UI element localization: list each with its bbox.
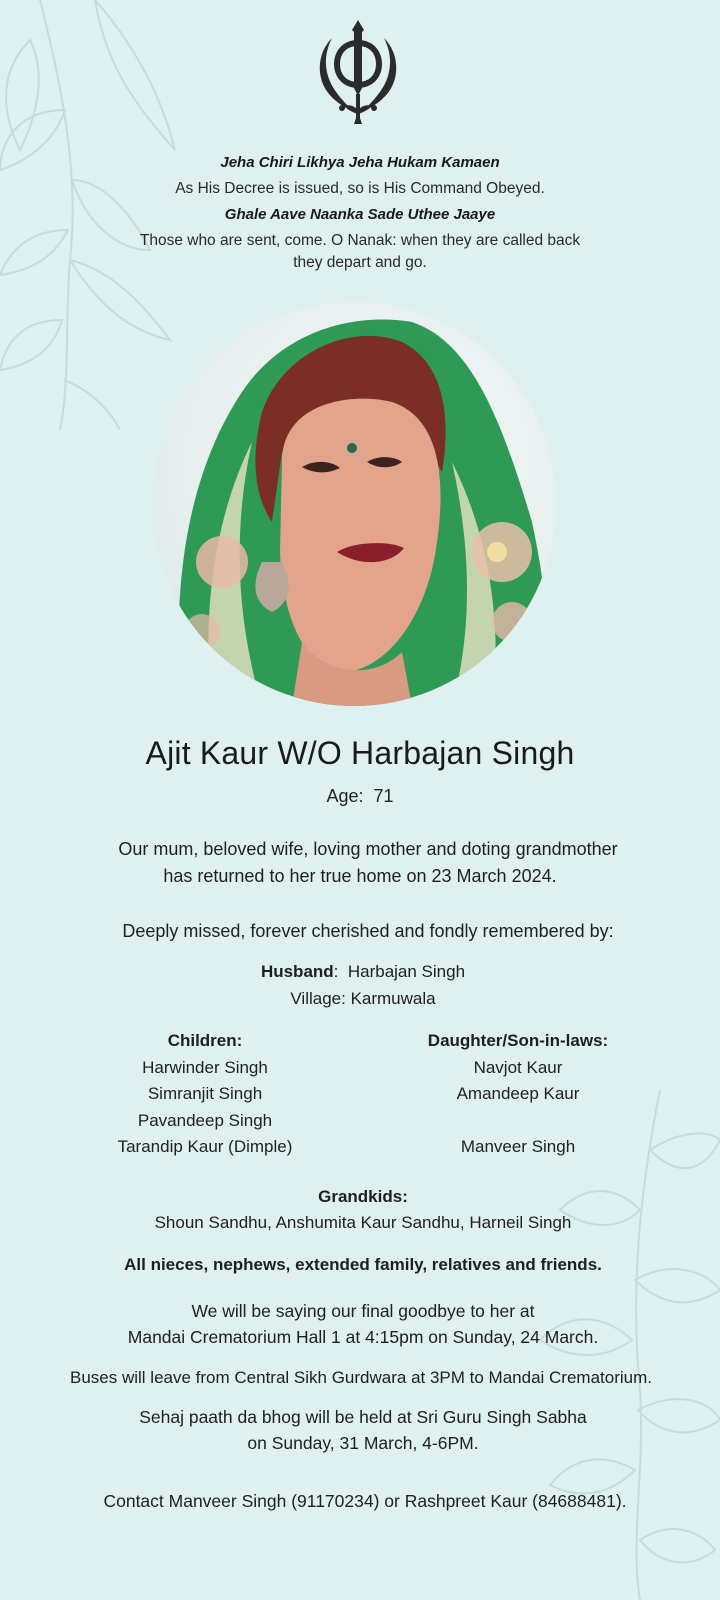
bhog-line-2: on Sunday, 31 March, 4-6PM.	[247, 1433, 479, 1453]
message-line-1: Our mum, beloved wife, loving mother and doting grandmother	[118, 839, 618, 859]
in-laws-column	[398, 1028, 638, 1161]
verse-translation-1: As His Decree is issued, so is His Command Obeyed.	[175, 180, 545, 197]
children-column	[90, 1028, 320, 1161]
buses-info: Buses will leave from Central Sikh Gurdwara at 3PM to Mandai Crematorium.	[70, 1368, 652, 1387]
children-heading: Children:	[167, 1031, 243, 1050]
verse-translation-2a: Those who are sent, come. O Nanak: when they are called back	[139, 232, 581, 249]
child-name: Simranjit Singh	[147, 1084, 263, 1103]
village: Village: Karmuwala	[290, 989, 436, 1008]
verse-gurmukhi-1: Jeha Chiri Likhya Jeha Hukam Kamaen	[220, 154, 500, 171]
portrait-photo	[152, 302, 556, 706]
deceased-age	[0, 786, 720, 807]
in-law-name: Manveer Singh	[460, 1137, 576, 1156]
child-name: Pavandeep Singh	[137, 1110, 273, 1130]
child-name: Harwinder Singh	[142, 1057, 268, 1077]
in-law-spacer	[398, 1108, 638, 1135]
cremation-line-2: Mandai Crematorium Hall 1 at 4:15pm on Sunday, 24 March.	[127, 1327, 599, 1347]
grandkids-heading: Grandkids:	[318, 1187, 408, 1206]
contact-info: Contact Manveer Singh (91170234) or Rashpreet Kaur (84688481).	[103, 1491, 627, 1511]
in-law-name: Navjot Kaur	[473, 1057, 563, 1077]
bhog-line-1: Sehaj paath da bhog will be held at Sri Guru Singh Sabha	[139, 1407, 587, 1427]
extended-family: All nieces, nephews, extended family, relatives and friends.	[124, 1255, 602, 1274]
husband-label: Husband	[260, 962, 334, 981]
in-law-name: Amandeep Kaur	[456, 1084, 580, 1103]
cremation-line-1: We will be saying our final goodbye to her at	[191, 1301, 535, 1321]
verse-translation-2b: they depart and go.	[293, 254, 427, 271]
husband-name: : Harbajan Singh	[333, 962, 466, 981]
grandkids-names: Shoun Sandhu, Anshumita Kaur Sandhu, Harneil Singh	[154, 1213, 572, 1232]
age-value: 71	[373, 786, 394, 806]
deceased-name: Ajit Kaur W/O Harbajan Singh	[145, 735, 575, 771]
age-label: Age:	[326, 786, 364, 806]
remembered-by: Deeply missed, forever cherished and fondly remembered by:	[122, 921, 614, 941]
portrait-illustration	[152, 302, 556, 706]
child-name: Tarandip Kaur (Dimple)	[117, 1137, 293, 1156]
in-laws-heading: Daughter/Son-in-laws:	[427, 1031, 609, 1050]
husband-line	[0, 958, 720, 985]
message-line-2: has returned to her true home on 23 March 2024.	[163, 866, 557, 886]
khanda-icon	[314, 18, 402, 126]
verse-gurmukhi-2: Ghale Aave Naanka Sade Uthee Jaaye	[224, 206, 496, 223]
